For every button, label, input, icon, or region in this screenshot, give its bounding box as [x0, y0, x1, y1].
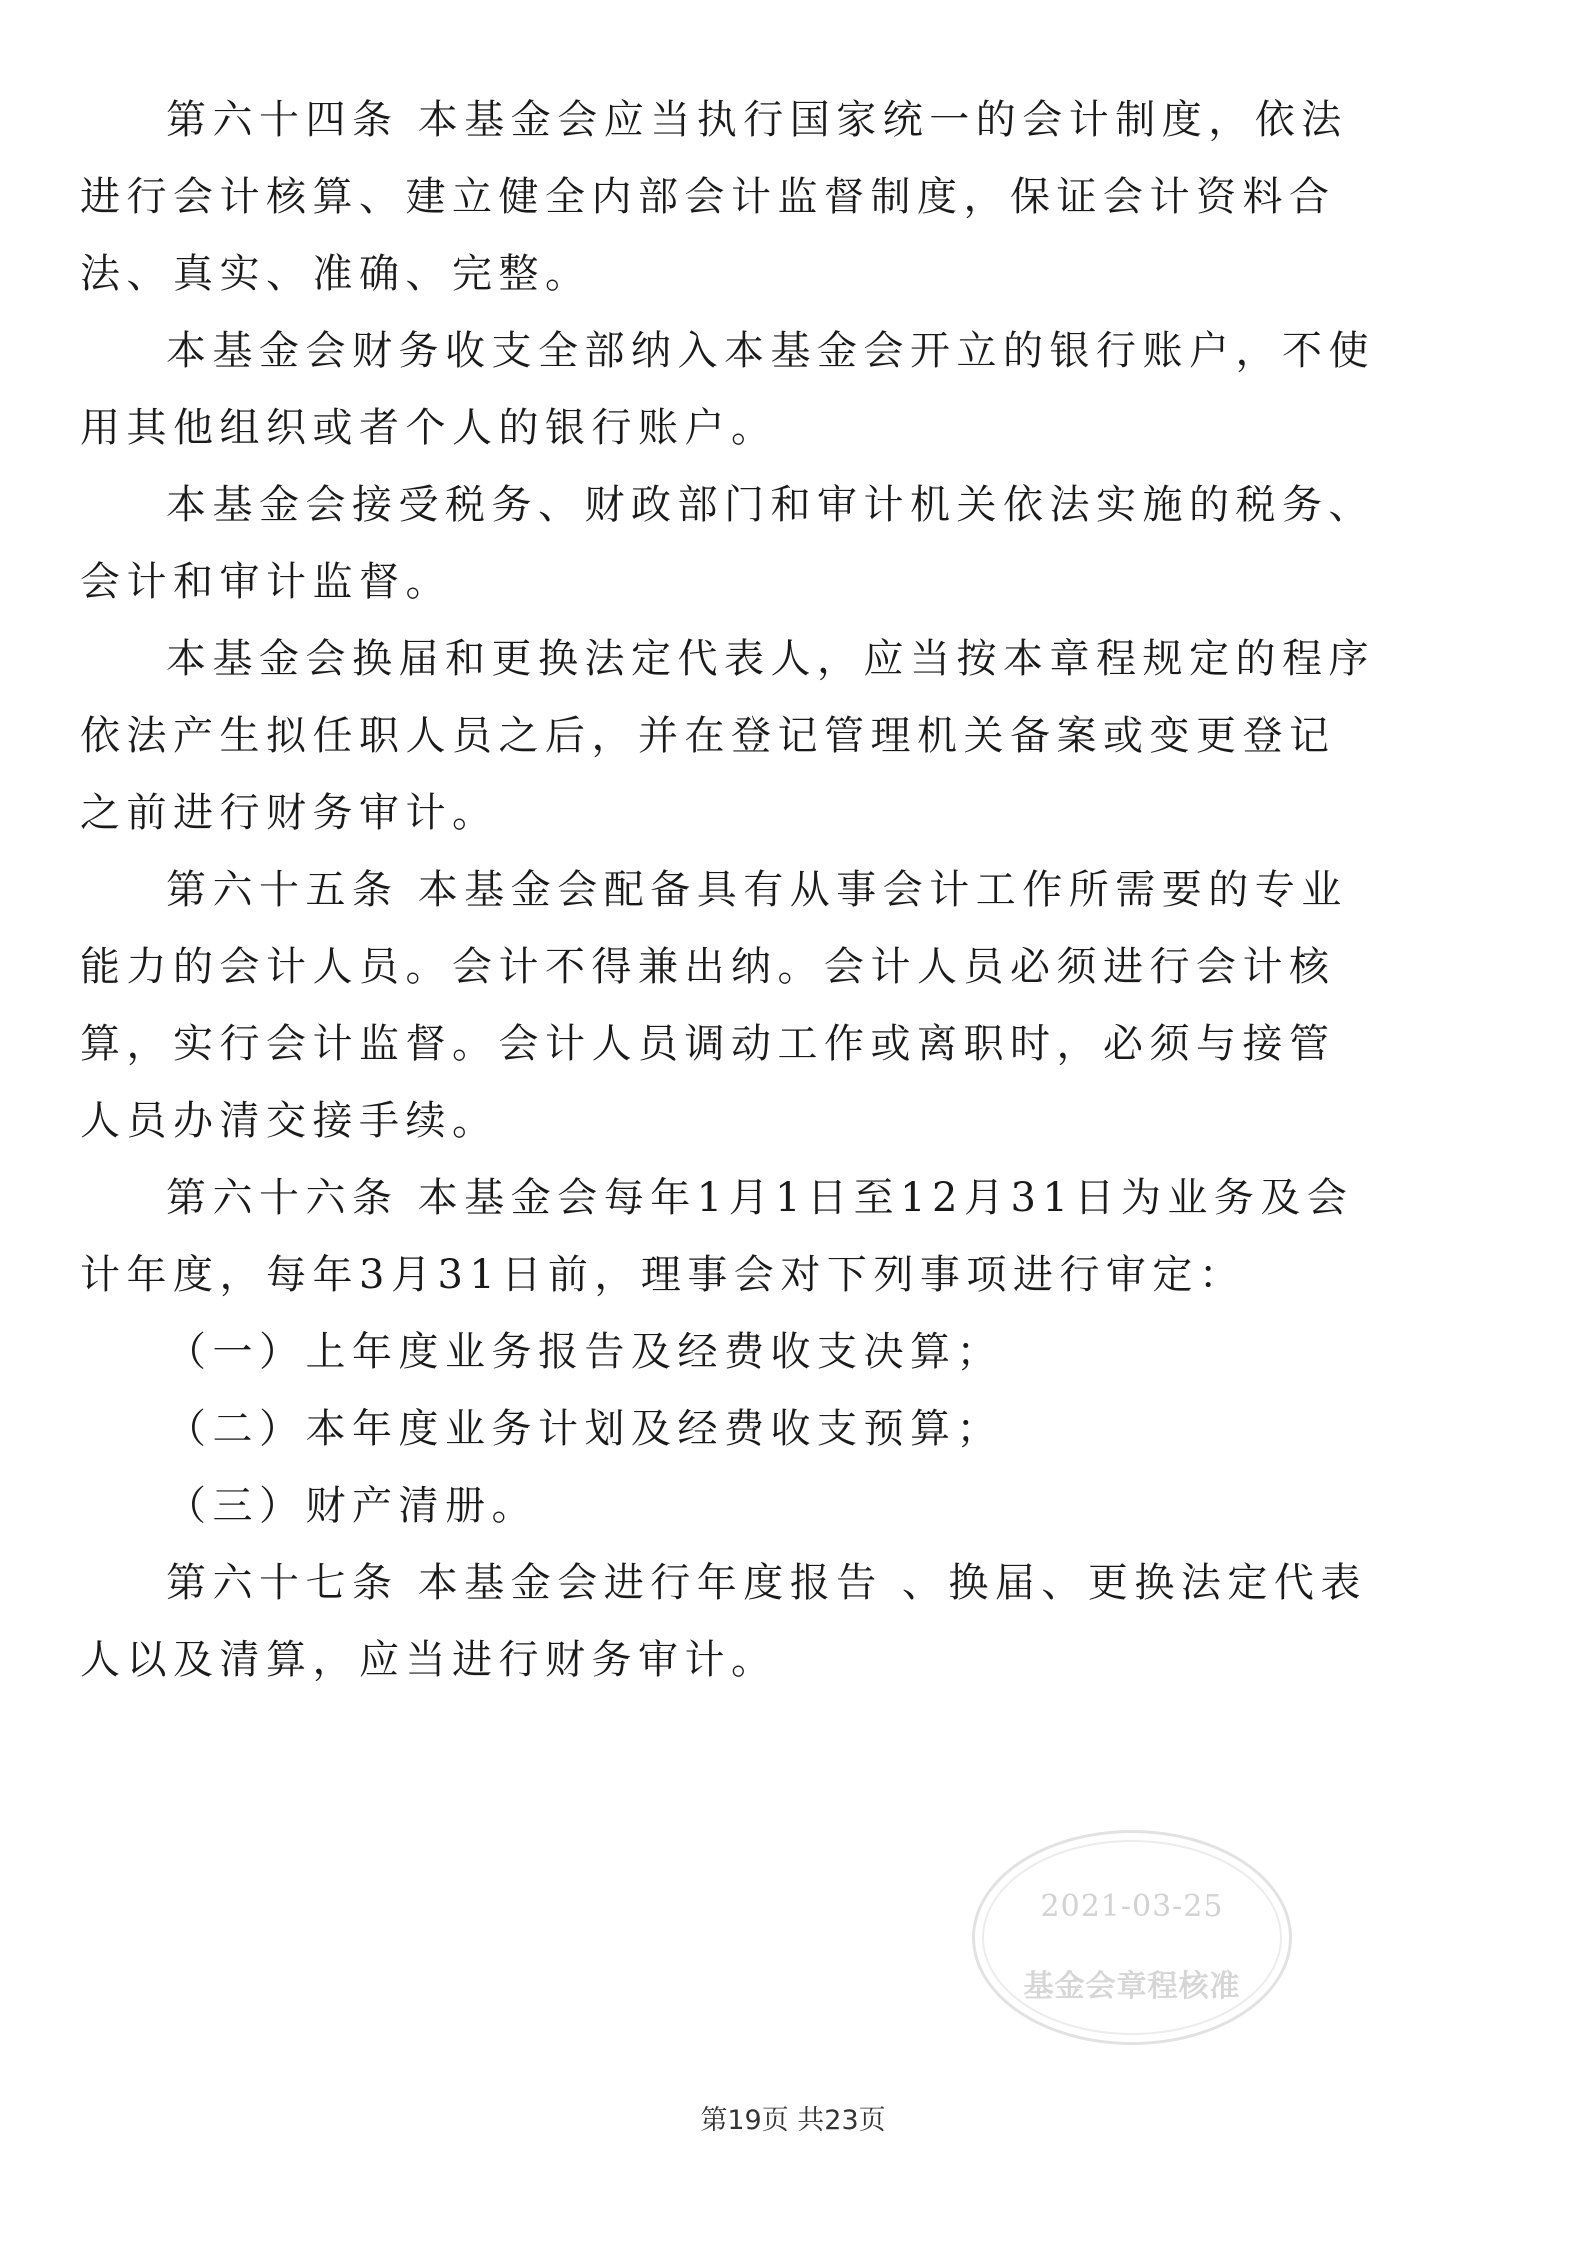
paragraph-article-64: 第六十四条 本基金会应当执行国家统一的会计制度，依法进行会计核算、建立健全内部会计监督制度，保证会计资料合法、真实、准确、完整。	[80, 97, 1348, 297]
paragraph-audit-on-change: 本基金会换届和更换法定代表人，应当按本章程规定的程序依法产生拟任职人员之后，并在登记管理机关备案或变更登记之前进行财务审计。	[80, 636, 1375, 836]
paragraph-article-65: 第六十五条 本基金会配备具有从事会计工作所需要的专业能力的会计人员。会计不得兼出纳。会计人员必须进行会计核算，实行会计监督。会计人员调动工作或离职时，必须与接管人员办清交接手续。	[80, 867, 1348, 1144]
stamp-label: 基金会章程核准	[1023, 1969, 1241, 2004]
stamp-date: 2021-03-25	[1040, 1889, 1224, 1924]
list-item-1: （一）上年度业务报告及经费收支决算；	[166, 1329, 1003, 1375]
list-item-3: （三）财产清册。	[166, 1483, 538, 1529]
paragraph-supervision: 本基金会接受税务、财政部门和审计机关依法实施的税务、会计和审计监督。	[80, 482, 1375, 605]
paragraph-article-67: 第六十七条 本基金会进行年度报告 、换届、更换法定代表人以及清算，应当进行财务审计。	[80, 1560, 1367, 1683]
document-body	[80, 82, 1380, 1699]
page-indicator: 第19页 共23页	[700, 2105, 886, 2136]
list-item-2: （二）本年度业务计划及经费收支预算；	[166, 1406, 1003, 1452]
paragraph-bank-accounts: 本基金会财务收支全部纳入本基金会开立的银行账户，不使用其他组织或者个人的银行账户。	[80, 328, 1375, 451]
paragraph-article-66: 第六十六条 本基金会每年1月1日至12月31日为业务及会计年度，每年3月31日前，理事会对下列事项进行审定：	[80, 1175, 1354, 1298]
approval-stamp	[972, 1830, 1292, 2045]
